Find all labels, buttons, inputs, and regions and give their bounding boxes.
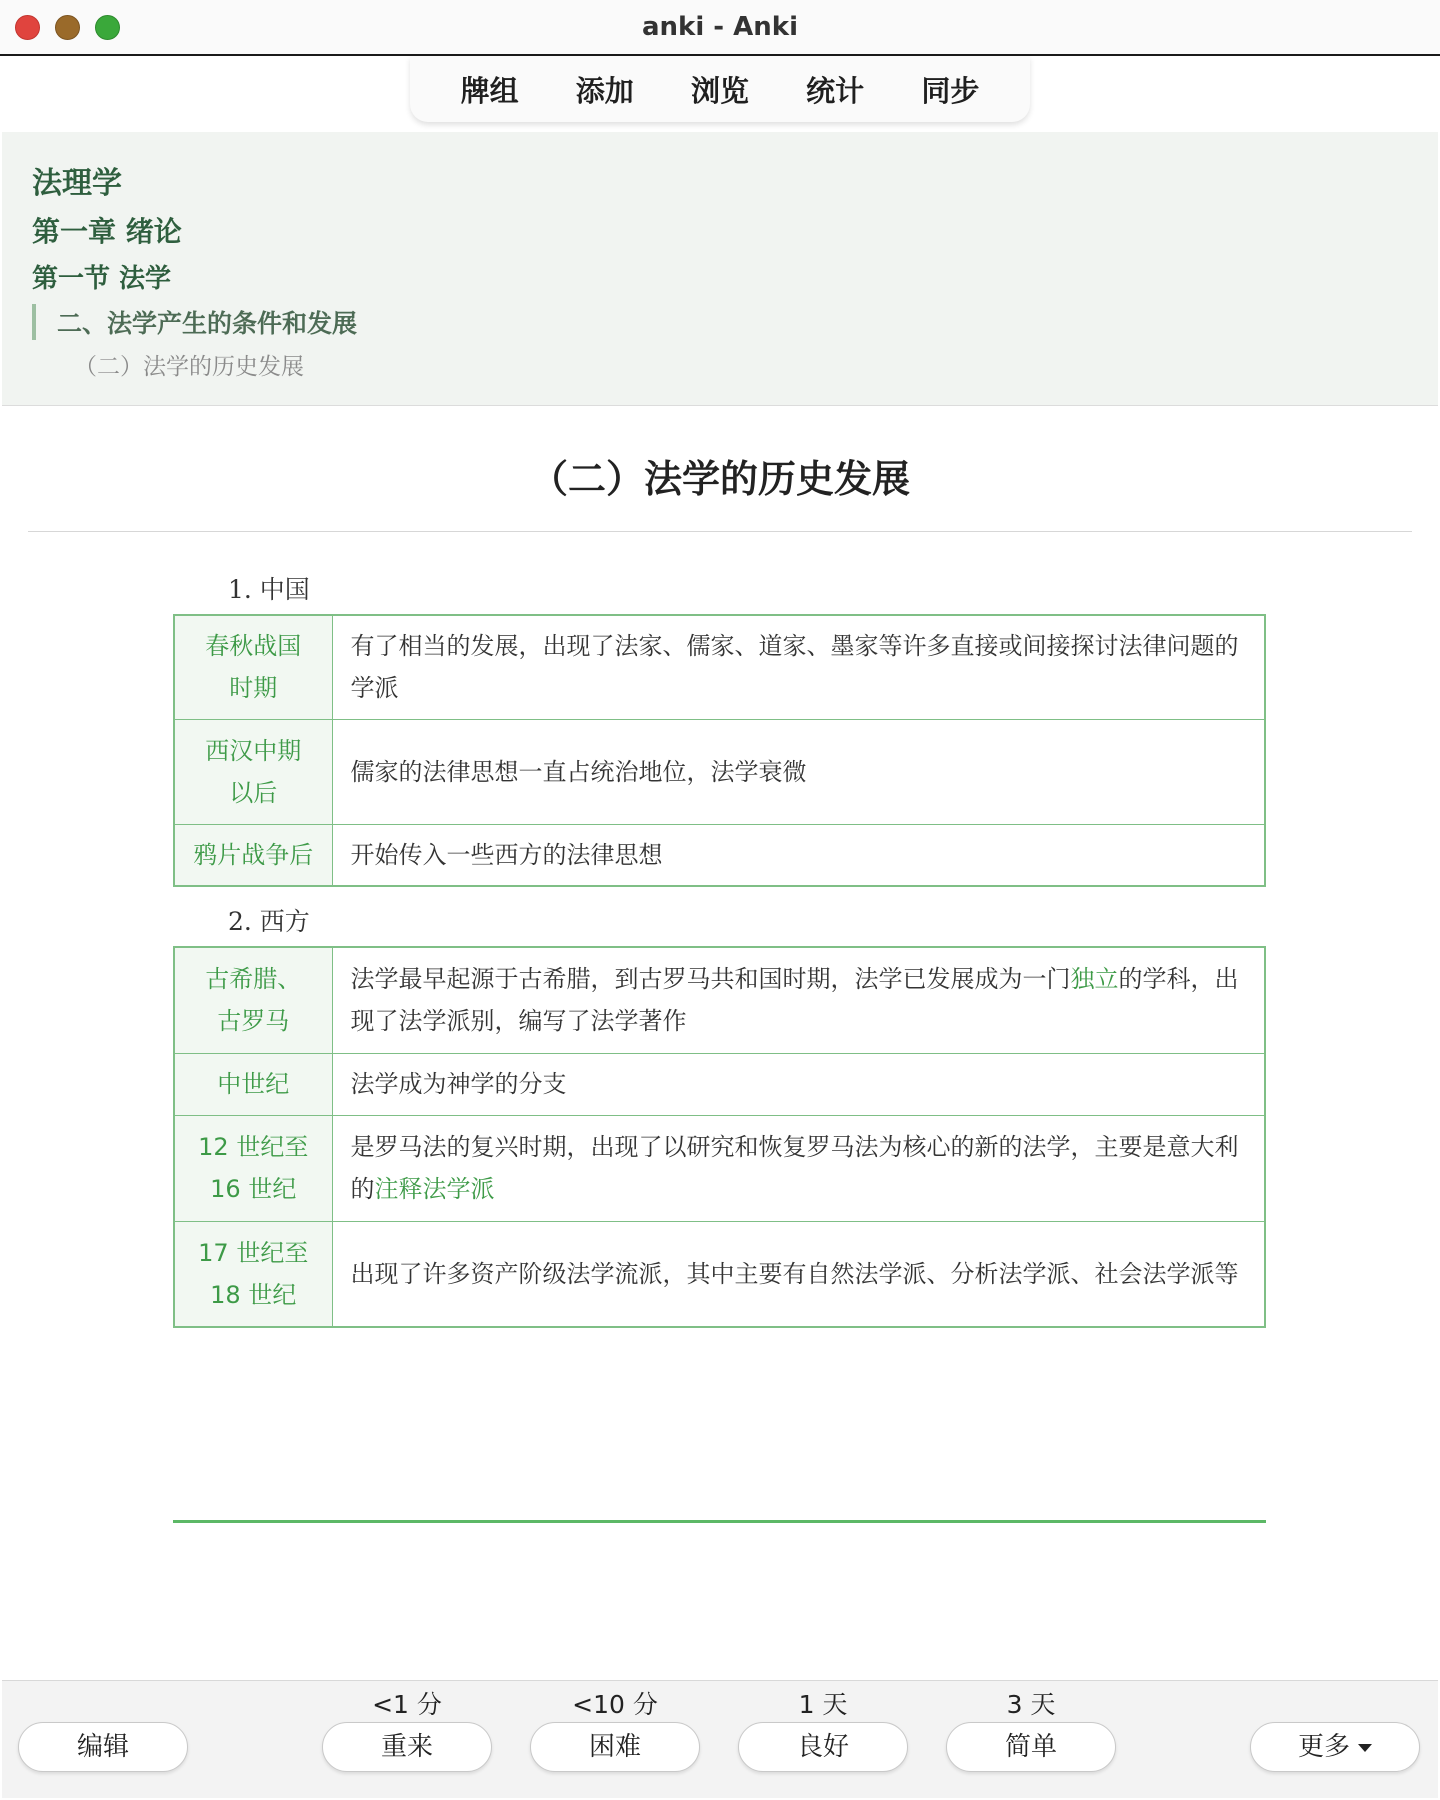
breadcrumb-indent-bar: [32, 304, 36, 340]
description-cell: [332, 947, 1265, 1053]
interval-good: 1 天: [798, 1690, 848, 1719]
period-cell: [174, 719, 332, 824]
good-button[interactable]: 良好: [738, 1722, 908, 1772]
more-button[interactable]: [1250, 1722, 1420, 1772]
nav-stats[interactable]: 统计: [806, 73, 865, 108]
highlight-term: 注释法学派: [374, 1175, 495, 1203]
table-row: [174, 719, 1265, 824]
description-text: 法学成为神学的分支: [350, 1070, 567, 1098]
breadcrumb-topic: 二、法学产生的条件和发展: [57, 309, 358, 338]
period-line: 鸦片战争后: [193, 840, 314, 869]
period-cell: [174, 1221, 332, 1327]
description-cell: 儒家的法律思想一直占统治地位，法学衰微: [332, 719, 1265, 824]
interval-hard: <10 分: [572, 1690, 658, 1719]
table-row: [174, 1221, 1265, 1327]
west-table: [173, 946, 1266, 1328]
highlight-term: 独立: [1070, 965, 1119, 994]
period-line: 古罗马: [217, 1007, 290, 1036]
review-bar: [2, 1680, 1438, 1798]
nav-sync[interactable]: 同步: [921, 73, 980, 108]
period-line: 18 世纪: [210, 1280, 297, 1309]
period-cell: [174, 947, 332, 1053]
period-cell: [174, 1115, 332, 1221]
period-line: 古希腊、: [205, 965, 302, 994]
more-button-label: 更多: [1297, 1732, 1350, 1762]
easy-button[interactable]: 简单: [946, 1722, 1116, 1772]
nav-add[interactable]: 添加: [575, 73, 634, 108]
interval-again: <1 分: [372, 1690, 442, 1719]
description-cell: [332, 1053, 1265, 1115]
period-line: 西汉中期: [205, 736, 302, 765]
top-toolbar: [410, 56, 1030, 122]
hard-button[interactable]: 困难: [530, 1722, 700, 1772]
period-cell: [174, 1053, 332, 1115]
table-row: [174, 947, 1265, 1053]
section-label-west: 2. 西方: [228, 907, 310, 936]
card-bottom-divider: [173, 1520, 1266, 1523]
period-line: 16 世纪: [210, 1175, 297, 1203]
interval-easy: 3 天: [1006, 1690, 1056, 1719]
title-bar: [0, 0, 1440, 56]
description-text: 是罗马法的复兴时期，出现了以研究和恢复罗马法为核心的新的法学，主要是意大利的: [350, 1133, 1239, 1203]
breadcrumb-section: 第一节 法学: [32, 264, 172, 294]
period-line: 春秋战国: [205, 632, 302, 661]
china-table: [173, 614, 1266, 887]
edit-button[interactable]: 编辑: [18, 1722, 188, 1772]
section-label-china: 1. 中国: [228, 575, 310, 604]
table-row: [174, 824, 1265, 886]
breadcrumb-subtopic: （二）法学的历史发展: [74, 354, 304, 380]
breadcrumb-subject: 法理学: [32, 166, 122, 201]
period-line: 以后: [229, 778, 278, 807]
table-row: [174, 1053, 1265, 1115]
nav-browse[interactable]: 浏览: [690, 73, 749, 108]
window-title: anki - Anki: [642, 12, 798, 42]
period-line: 17 世纪至: [198, 1238, 309, 1267]
description-cell: 开始传入一些西方的法律思想: [332, 824, 1265, 886]
breadcrumb: [2, 132, 1438, 406]
description-text: 出现了许多资产阶级法学流派，其中主要有自然法学派、分析法学派、社会法学派等: [350, 1259, 1239, 1288]
description-cell: 有了相当的发展，出现了法家、儒家、道家、墨家等许多直接或间接探讨法律问题的学派: [332, 615, 1265, 719]
description-text: 法学最早起源于古希腊，到古罗马共和国时期，法学已发展成为一门: [350, 965, 1071, 994]
table-row: [174, 615, 1265, 719]
description-cell: [332, 1115, 1265, 1221]
period-line: 时期: [229, 674, 278, 703]
card-heading: （二）法学的历史发展: [529, 457, 910, 501]
period-cell: [174, 824, 332, 886]
description-cell: [332, 1221, 1265, 1327]
caret-down-icon: [1358, 1744, 1372, 1752]
period-line: 12 世纪至: [198, 1133, 309, 1161]
period-line: 中世纪: [217, 1070, 290, 1098]
again-button[interactable]: 重来: [322, 1722, 492, 1772]
period-cell: [174, 615, 332, 719]
nav-decks[interactable]: 牌组: [460, 73, 519, 108]
heading-divider: [28, 531, 1412, 532]
breadcrumb-chapter: 第一章 绪论: [32, 215, 182, 248]
description-text: 的学科，出现了法学派别，编写了法学著作: [350, 965, 1239, 1036]
table-row: [174, 1115, 1265, 1221]
